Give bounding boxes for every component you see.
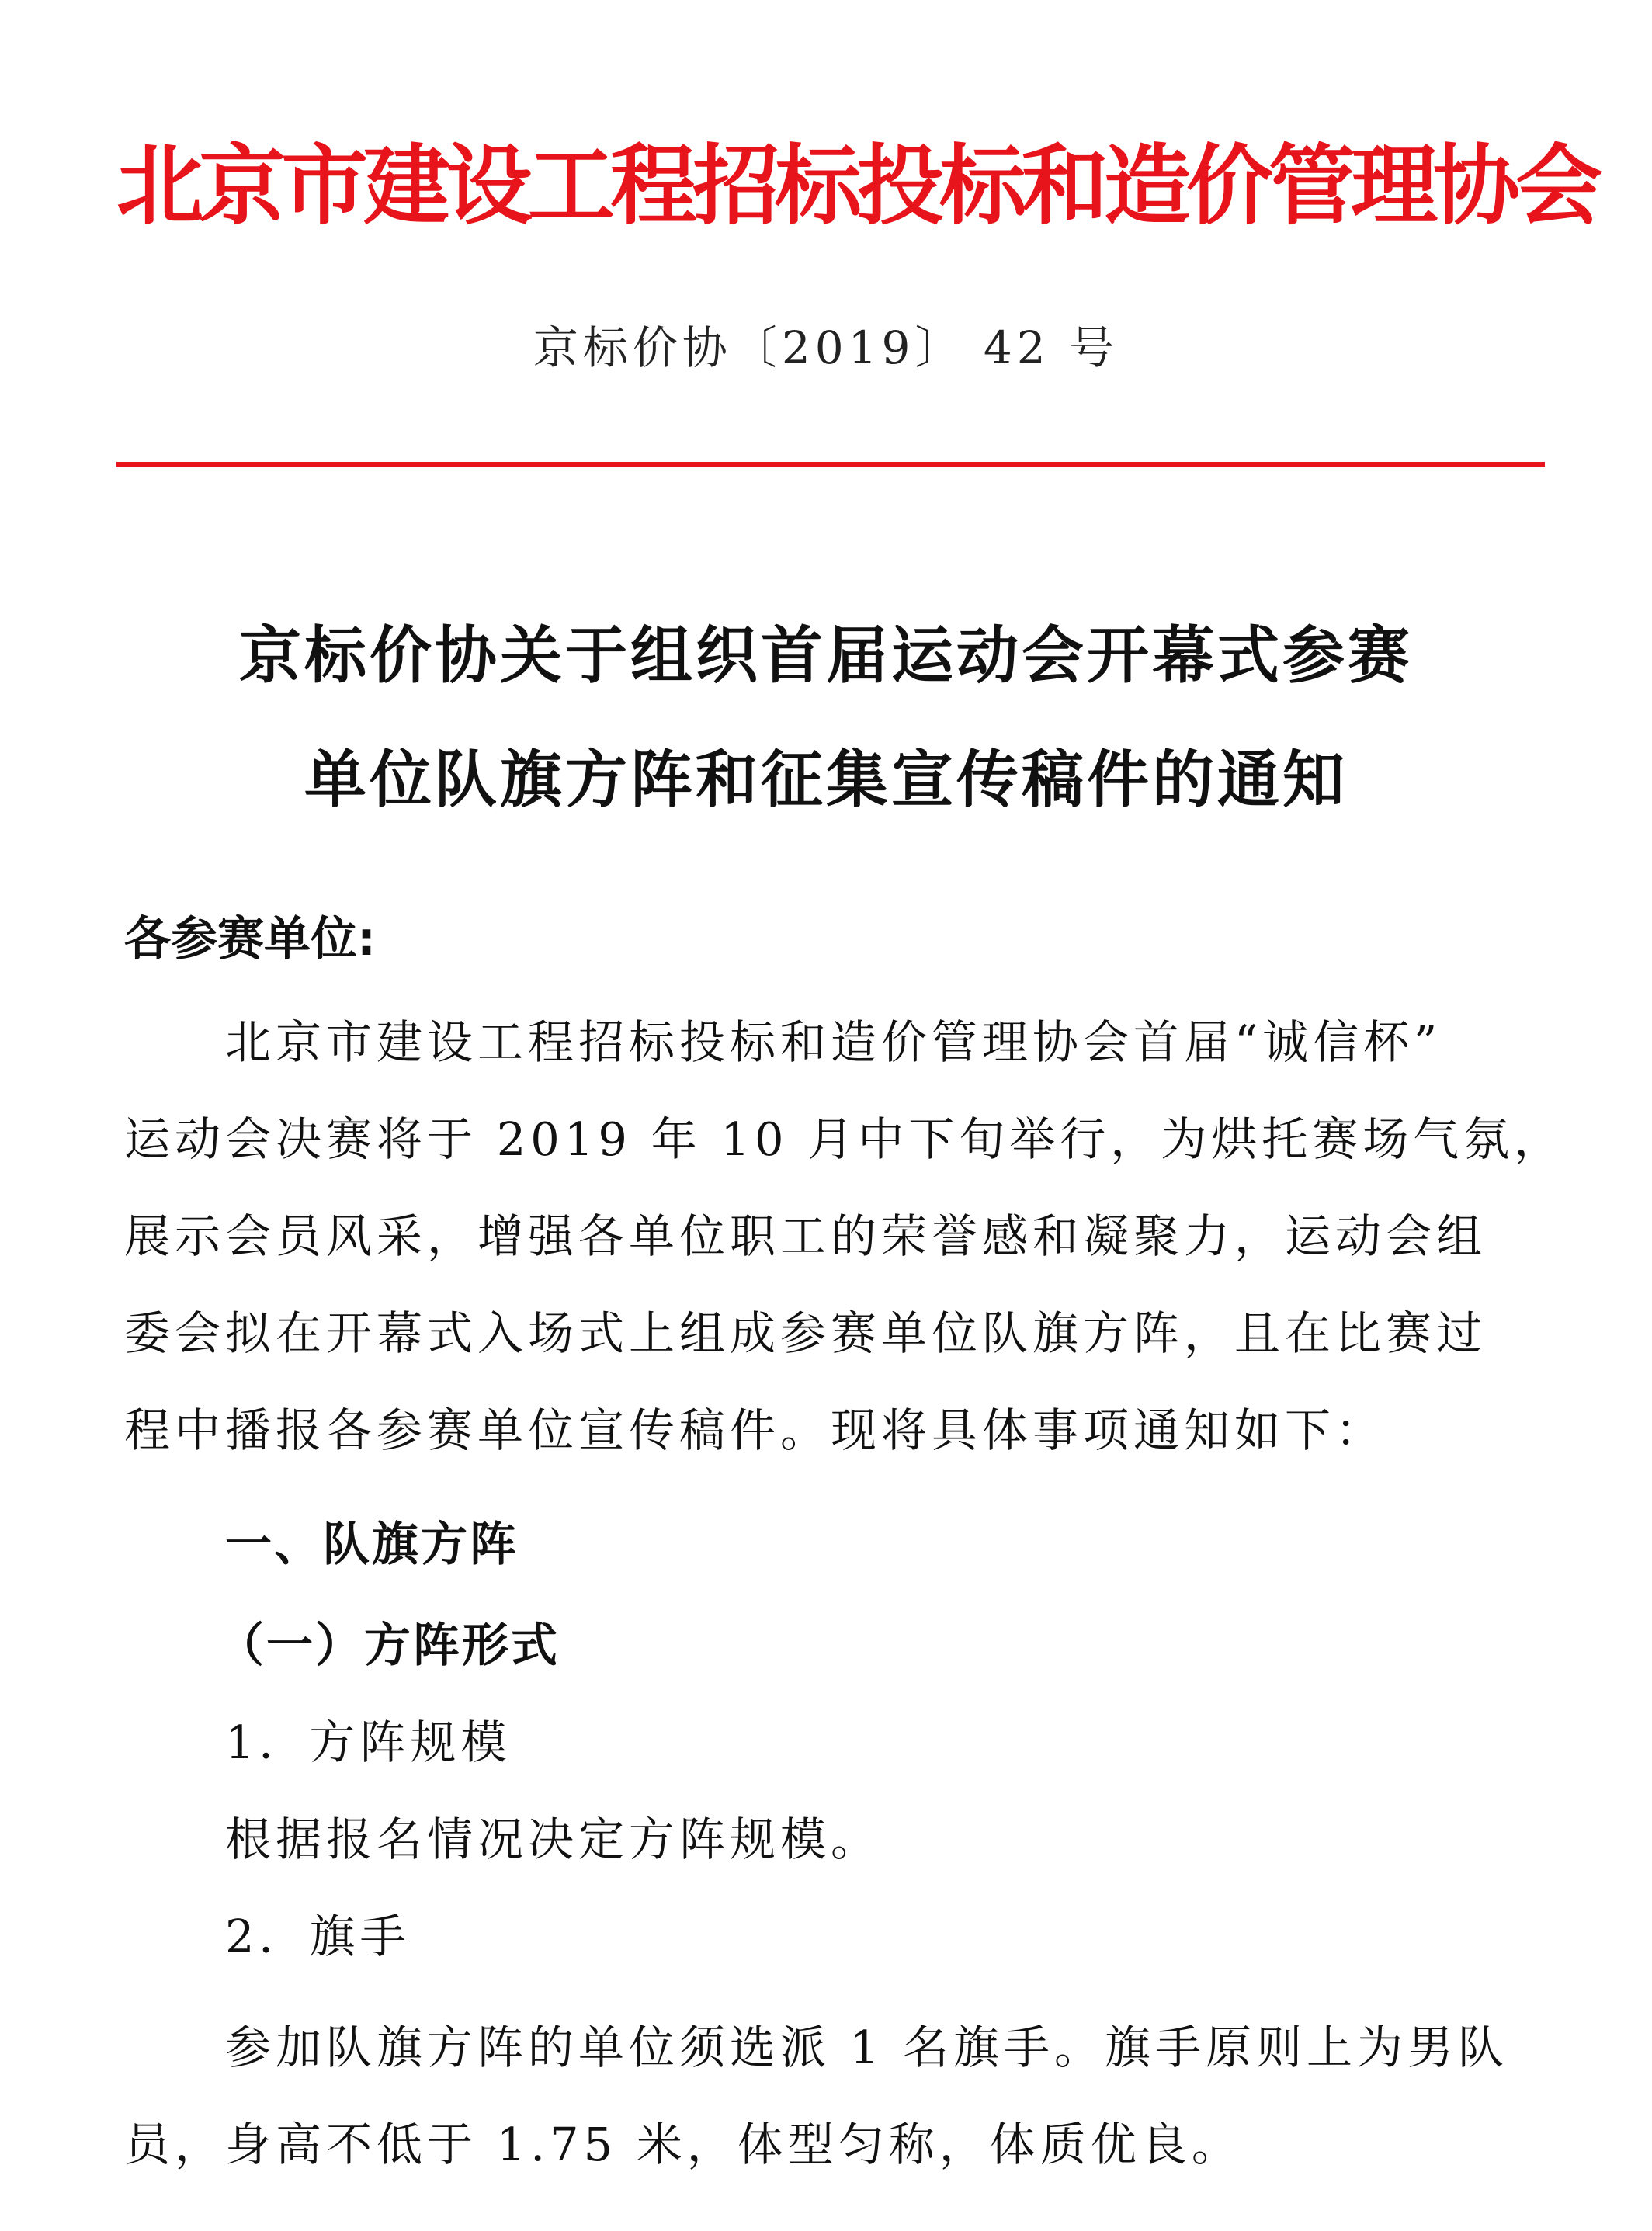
notice-title-line-1: 京标价协关于组织首届运动会开幕式参赛 [239, 619, 1413, 692]
organization-masthead: 北京市建设工程招标投标和造价管理协会 [116, 136, 1598, 237]
intro-paragraph [124, 994, 1565, 1479]
section-1-heading: 一、队旗方阵 [225, 1518, 519, 1572]
notice-title [0, 594, 1652, 842]
intro-line-4: 委会拟在开幕式入场式上组成参赛单位队旗方阵，且在比赛过 [124, 1306, 1487, 1360]
item-2-text-line-1: 参加队旗方阵的单位须选派 1 名旗手。旗手原则上为男队 [225, 2021, 1509, 2074]
item-1-heading: 1．方阵规模 [225, 1716, 512, 1769]
intro-line-5: 程中播报各参赛单位宣传稿件。现将具体事项通知如下： [124, 1403, 1386, 1457]
intro-line-2: 运动会决赛将于 2019 年 10 月中下旬举行，为烘托赛场气氛， [124, 1112, 1565, 1166]
red-divider-rule [116, 462, 1545, 467]
intro-line-1: 北京市建设工程招标投标和造价管理协会首届“诚信杯” [225, 1015, 1442, 1069]
salutation: 各参赛单位: [124, 912, 376, 966]
item-2-text-line-2: 员，身高不低于 1.75 米，体型匀称，体质优良。 [124, 2118, 1242, 2171]
notice-title-line-2: 单位队旗方阵和征集宣传稿件的通知 [304, 744, 1348, 816]
item-2-heading: 2．旗手 [225, 1910, 411, 1963]
intro-line-3: 展示会员风采，增强各单位职工的荣誉感和凝聚力，运动会组 [124, 1209, 1487, 1263]
document-number: 京标价协〔2019〕 42 号 [533, 321, 1119, 374]
subsection-1-heading: （一）方阵形式 [217, 1619, 560, 1673]
item-1-text: 根据报名情况决定方阵规模。 [225, 1813, 882, 1866]
item-2-paragraph [124, 1999, 1529, 2193]
